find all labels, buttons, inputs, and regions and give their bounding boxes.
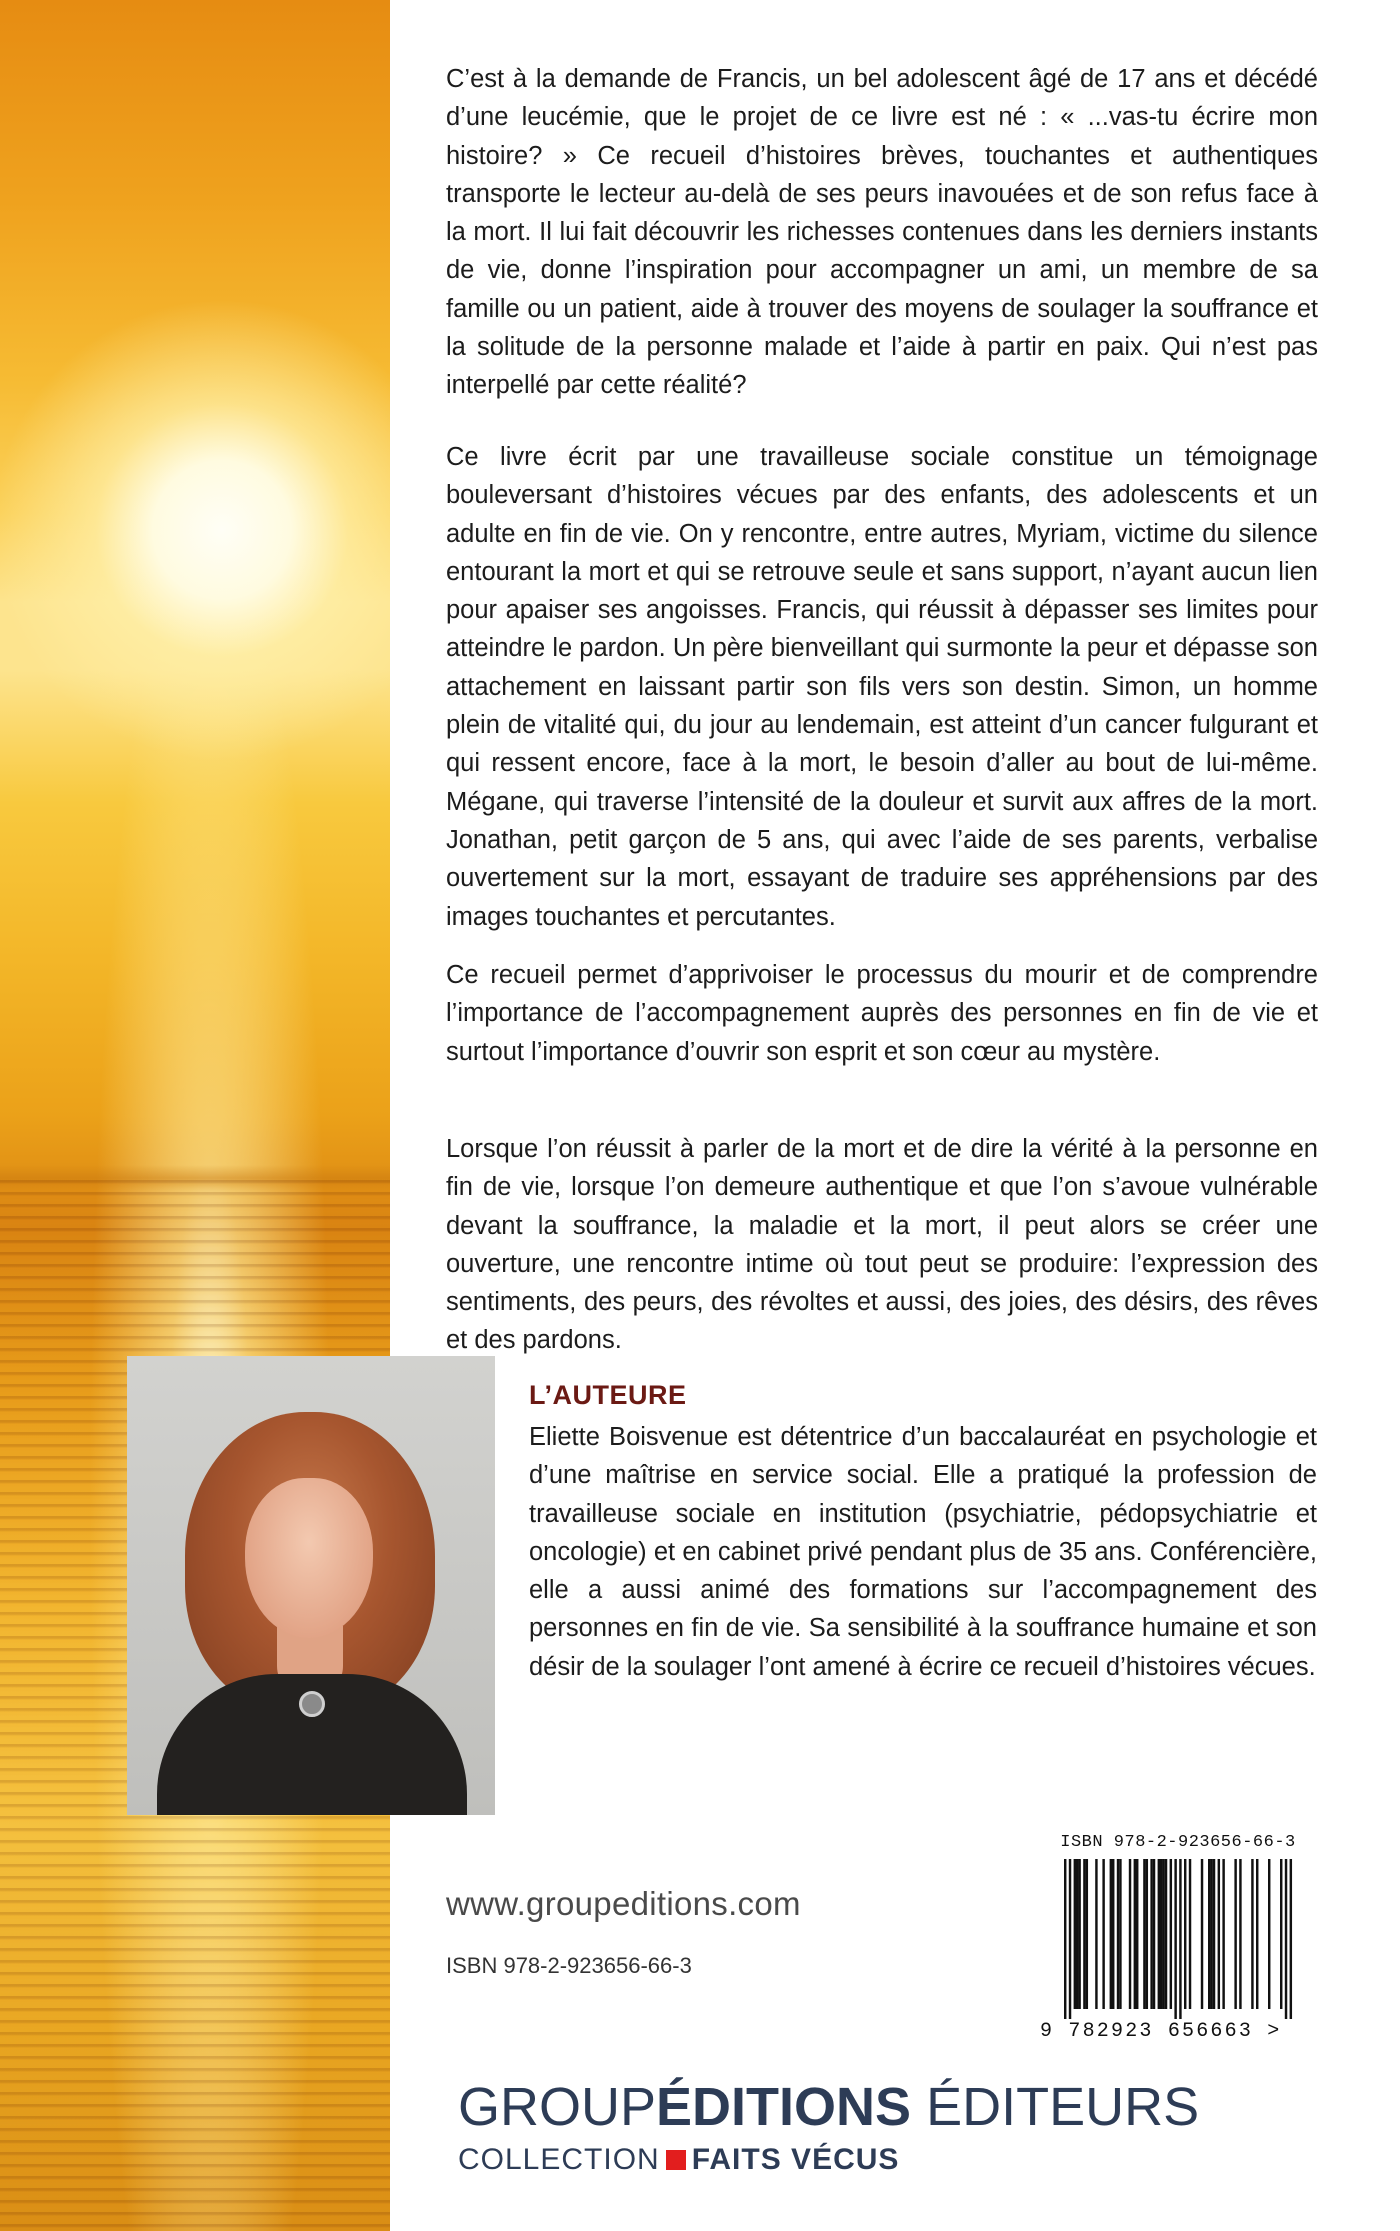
barcode-bar <box>1174 1859 1176 2019</box>
barcode-bar <box>1201 1859 1203 2009</box>
barcode-isbn-label: ISBN 978-2-923656-66-3 <box>1060 1833 1296 1852</box>
barcode-bar <box>1119 1859 1121 2009</box>
barcode-bar <box>1208 1859 1210 2009</box>
barcode-bar <box>1069 1859 1071 2019</box>
publisher-website: www.groupeditions.com <box>446 1885 801 1922</box>
barcode-bar <box>1189 1859 1191 2009</box>
barcode-bar <box>1064 1859 1066 2019</box>
paragraph-1-text: C’est à la demande de Francis, un bel adolescent âgé de 17 ans et décédé d’une leucémie, que le projet de ce livre est né : « ...vas-tu écrire mon histoire? » Ce recueil d’histoires brèves, touchantes et authentiques transporte le lecteur au-delà de ses peurs inavouées et de son refus face à la mort. Il lui fait découvrir les richesses contenues dans les derniers instants de vie, donne l’inspiration pour accompagner un ami, un membre de sa famille ou un patient, aide à trouver des moyens de soulager la souffrance et la solitude de la personne malade et l’aide à partir en paix. Qui n’est pas interpellé par cette réalité? <box>446 65 1318 400</box>
barcode-bar <box>1256 1859 1258 2009</box>
barcode-bar <box>1112 1859 1114 2009</box>
barcode-bar <box>1150 1859 1152 2009</box>
barcode <box>1040 1833 1316 2051</box>
barcode-bar <box>1170 1859 1172 2009</box>
collection-name: FAITS VÉCUS <box>691 2143 900 2176</box>
barcode-bar <box>1095 1859 1097 2009</box>
barcode-bar <box>1179 1859 1181 2019</box>
barcode-bar <box>1078 1859 1080 2009</box>
barcode-bar <box>1134 1859 1136 2009</box>
collection-label: COLLECTION <box>458 2143 660 2176</box>
barcode-bar <box>1110 1859 1112 2009</box>
barcode-bar <box>1136 1859 1138 2009</box>
paragraph-4-text: Lorsque l’on réussit à parler de la mort et de dire la vérité à la personne en fin de vie, lorsque l’on demeure authentique et que l’on s’avoue vulnérable devant la souffrance, la maladie et la mort, il peut alors se créer une ouverture, une rencontre intime où tout peut se produire: l’expression des sentiments, des peurs, des révoltes et aussi, des joies, des désirs, des rêves et des pardons. <box>446 1135 1318 1355</box>
barcode-bar <box>1074 1859 1076 2009</box>
publisher-logo <box>458 2077 1199 2137</box>
barcode-bar <box>1222 1859 1224 2009</box>
author-bio: Eliette Boisvenue est détentrice d’un baccalauréat en psychologie et d’une maîtrise en service social. Elle a pratiqué la profession de travailleuse sociale en institution (psychiatrie, pédopsychiatrie et oncologie) et en cabinet privé pendant plus de 35 ans. Conférencière, elle a aussi animé des formations sur l’accompagnement des personnes en fin de vie. Sa sensibilité à la souffrance humaine et son désir de la soulager l’ont amené à écrire ce recueil d’histoires vécues. <box>529 1423 1317 1681</box>
paragraph-2-text: Ce livre écrit par une travailleuse sociale constitue un témoignage bouleversant d’histoires vécues par des enfants, des adolescents et un adulte en fin de vie. On y rencontre, entre autres, Myriam, victime du silence entourant la mort et qui se retrouve seule et sans support, n’ayant aucun lien pour apaiser ses angoisses. Francis, qui réussit à dépasser ses limites pour atteindre le pardon. Un père bienveillant qui surmonte la peur et dépasse son attachement en laissant partir son fils vers son destin. Simon, un homme plein de vitalité qui, du jour au lendemain, est atteint d’un cancer fulgurant et qui ressent encore, face à la mort, le besoin d’aller au bout de lui-même. Mégane, qui traverse l’intensité de la douleur et survit aux affres de la mort. Jonathan, petit garçon de 5 ans, qui avec l’aide de ses parents, verbalise ouvertement sur la mort, essayant de traduire ses appréhensions par des images touchantes et percutantes. <box>446 443 1318 931</box>
author-photo-face <box>245 1478 373 1638</box>
barcode-bar <box>1268 1859 1270 2009</box>
barcode-bar <box>1076 1859 1078 2009</box>
barcode-bar <box>1129 1859 1131 2009</box>
isbn-line: ISBN 978-2-923656-66-3 <box>446 1953 692 1978</box>
barcode-bar <box>1146 1859 1148 2009</box>
paragraph-3 <box>446 956 1318 1071</box>
paragraph-2 <box>446 438 1318 936</box>
barcode-bar <box>1158 1859 1160 2009</box>
barcode-bar <box>1165 1859 1167 2009</box>
barcode-bar <box>1251 1859 1253 2009</box>
barcode-bar <box>1285 1859 1287 2019</box>
barcode-bar <box>1280 1859 1282 2009</box>
barcode-bar <box>1239 1859 1241 2009</box>
barcode-bars <box>1046 1859 1310 2019</box>
paragraph-3-text: Ce recueil permet d’apprivoiser le processus du mourir et de comprendre l’importance de l’accompagnement auprès des personnes en fin de vie et surtout l’importance d’ouvrir son esprit et son cœur au mystère. <box>446 961 1318 1066</box>
barcode-bar <box>1102 1859 1104 2009</box>
red-square-icon <box>666 2150 686 2170</box>
paragraph-4 <box>446 1130 1318 1360</box>
barcode-bar <box>1234 1859 1236 2009</box>
publisher-logo-editions: ÉDITIONS <box>656 2077 912 2137</box>
paragraph-1 <box>446 60 1318 405</box>
barcode-bar <box>1160 1859 1162 2009</box>
barcode-bar <box>1213 1859 1215 2009</box>
barcode-bar <box>1210 1859 1212 2009</box>
barcode-bar <box>1083 1859 1085 2009</box>
barcode-bar <box>1117 1859 1119 2009</box>
publisher-logo-editeurs: ÉDITEURS <box>911 2077 1200 2137</box>
collection-line <box>458 2143 899 2177</box>
barcode-bar <box>1143 1859 1145 2009</box>
barcode-digits: 9 782923 656663 > <box>1040 2020 1282 2043</box>
author-photo-pendant <box>299 1691 325 1717</box>
author-photo <box>127 1356 495 1815</box>
barcode-bar <box>1162 1859 1164 2009</box>
publisher-logo-group: GROUP <box>458 2077 657 2137</box>
barcode-bar <box>1086 1859 1088 2009</box>
barcode-bar <box>1290 1859 1292 2019</box>
barcode-bar <box>1218 1859 1220 2009</box>
barcode-bar <box>1184 1859 1186 2009</box>
barcode-bar <box>1153 1859 1155 2009</box>
author-heading: L’AUTEURE <box>529 1380 687 1410</box>
